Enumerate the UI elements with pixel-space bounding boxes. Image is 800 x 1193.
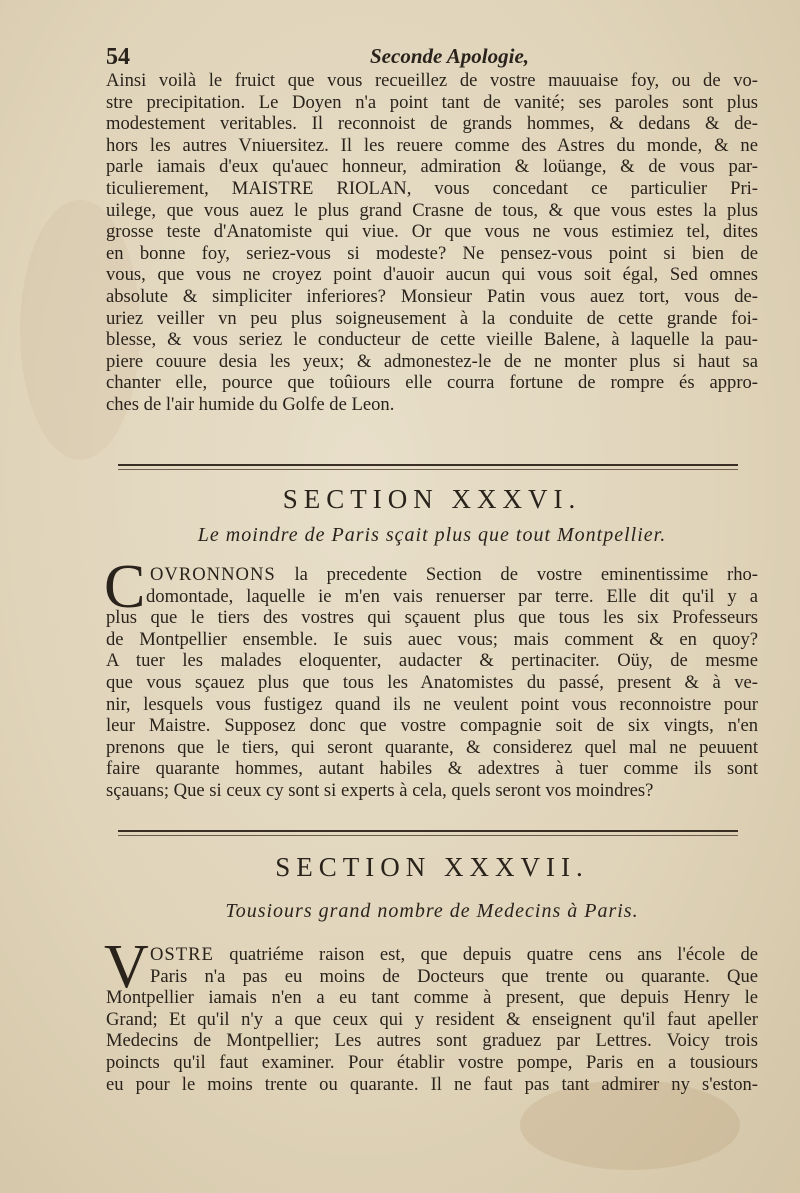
text-line: chanter elle, pource que toûiours elle courra fortune de rompre és appro-	[106, 372, 758, 394]
text-line: ches de l'air humide du Golfe de Leon.	[106, 393, 395, 415]
text-line: hors les autres Vniuersitez. Il les reuere comme des Astres du monde, & ne	[106, 134, 758, 156]
text-line: domontade, laquelle ie m'en vais renuerser par terre. Elle dit qu'il y a	[146, 585, 758, 607]
text-line: Paris n'a pas eu moins de Docteurs que trente ou quarante. Que	[150, 965, 758, 987]
text-line: Ainsi voilà le fruict que vous recueillez de vostre mauuaise foy, ou de vo-	[106, 70, 758, 91]
text-line: Montpellier iamais n'en a eu tant comme à present, que depuis Henry le	[106, 987, 758, 1009]
section-36-subtitle: Le moindre de Paris sçait plus que tout Montpellier.	[197, 524, 667, 546]
first-word: OVRONNONS	[150, 564, 276, 585]
text-line: Grand; Et qu'il n'y a que ceux qui y resident & enseignent qu'il faut apeller	[106, 1008, 758, 1030]
text-line: sçauans; Que si ceux cy sont si experts à cela, quels seront vos moindres?	[106, 779, 654, 801]
section-37-subtitle: Tousiours grand nombre de Medecins à Paris.	[225, 900, 639, 922]
text-line	[150, 944, 758, 966]
text-line: poincts qu'il faut examiner. Pour établir vostre pompe, Paris en a tousiours	[106, 1051, 758, 1073]
text-line: A tuer les malades eloquenter, audacter & pertinaciter. Oüy, de mesme	[106, 650, 758, 672]
text-line: stre precipitation. Le Doyen n'a point tant de vanité; ses paroles sont plus	[106, 91, 758, 113]
text-line: grosse teste d'Anatomiste qui viue. Or que vous ne vous estimiez tel, dites	[106, 221, 758, 243]
section-37-body	[104, 933, 758, 1095]
text-line: absolute & simpliciter inferiores? Monsieur Patin vous auez tort, vous de-	[106, 285, 758, 307]
text-line: eu pour le moins trente ou quarante. Il ne faut pas tant admirer ny s'eston-	[106, 1073, 758, 1095]
paragraph-previous-section	[106, 70, 758, 416]
text-line: Medecins de Montpellier; Les autres sont graduez par Lettres. Voicy trois	[106, 1030, 758, 1052]
text-line: prenons que le tiers, qui seront quarante, & considerez quel mal ne peuuent	[106, 736, 758, 758]
first-line-rest: quatriéme raison est, que depuis quatre cens ans l'école de	[213, 944, 758, 965]
text-line: faire quarante hommes, autant habiles & adextres à tuer comme ils sont	[106, 758, 758, 780]
text-line: modestement veritables. Il reconnoist de grands hommes, & dedans & de-	[106, 113, 758, 135]
text-line: leur Maistre. Supposez donc que vostre compagnie soit de six vingts, n'en	[106, 715, 758, 737]
section-divider	[118, 464, 738, 466]
first-line-rest: la precedente Section de vostre eminentissime rho-	[275, 564, 758, 585]
text-line: blesse, & vous seriez le conducteur de cette vieille Balene, à laquelle la pau-	[106, 329, 758, 351]
section-36-body	[104, 553, 758, 802]
first-word: OSTRE	[150, 944, 214, 965]
text-line: uilege, que vous auez le plus grand Crasne de tous, & que vous estes la plus	[106, 199, 758, 221]
text-line: uriez veiller vn peu plus soigneusement à la conduite de cette grande foi-	[106, 307, 758, 329]
section-divider	[118, 830, 738, 832]
text-line: en bonne foy, seriez-vous si modeste? Ne pensez-vous point si bien de	[106, 242, 758, 264]
section-36-dropcap: C	[104, 553, 146, 621]
text-line: de Montpellier ensemble. Ie suis auec vous; mais comment & en quoy?	[106, 628, 758, 650]
text-line: plus que le tiers des vostres qui sçauent plus que tous les six Professeurs	[106, 607, 758, 629]
text-line: que vous sçauez plus que tous les Anatomistes du passé, present & à ve-	[106, 671, 758, 693]
running-head: Seconde Apologie,	[370, 44, 530, 68]
text-line: nir, lesquels vous fustigez quand ils ne veulent point vous reconnoistre pour	[106, 693, 758, 715]
text-line	[150, 564, 758, 586]
text-line: piere couure desia les yeux; & admonestez-le de ne monter plus si haut sa	[106, 350, 758, 372]
page-number: 54	[106, 44, 130, 70]
text-line: vous, que vous ne croyez point d'auoir aucun qui vous soit égal, Sed omnes	[106, 264, 758, 286]
section-37-dropcap: V	[104, 933, 149, 1001]
page-header	[106, 44, 756, 70]
text-line: ticulierement, MAISTRE RIOLAN, vous concedant ce particulier Pri-	[106, 177, 758, 199]
text-line: parle iamais d'eux qu'auec honneur, admiration & loüange, & de vous par-	[106, 156, 758, 178]
section-36-title: SECTION XXXVI.	[282, 484, 582, 514]
section-37-title: SECTION XXXVII.	[275, 852, 589, 882]
